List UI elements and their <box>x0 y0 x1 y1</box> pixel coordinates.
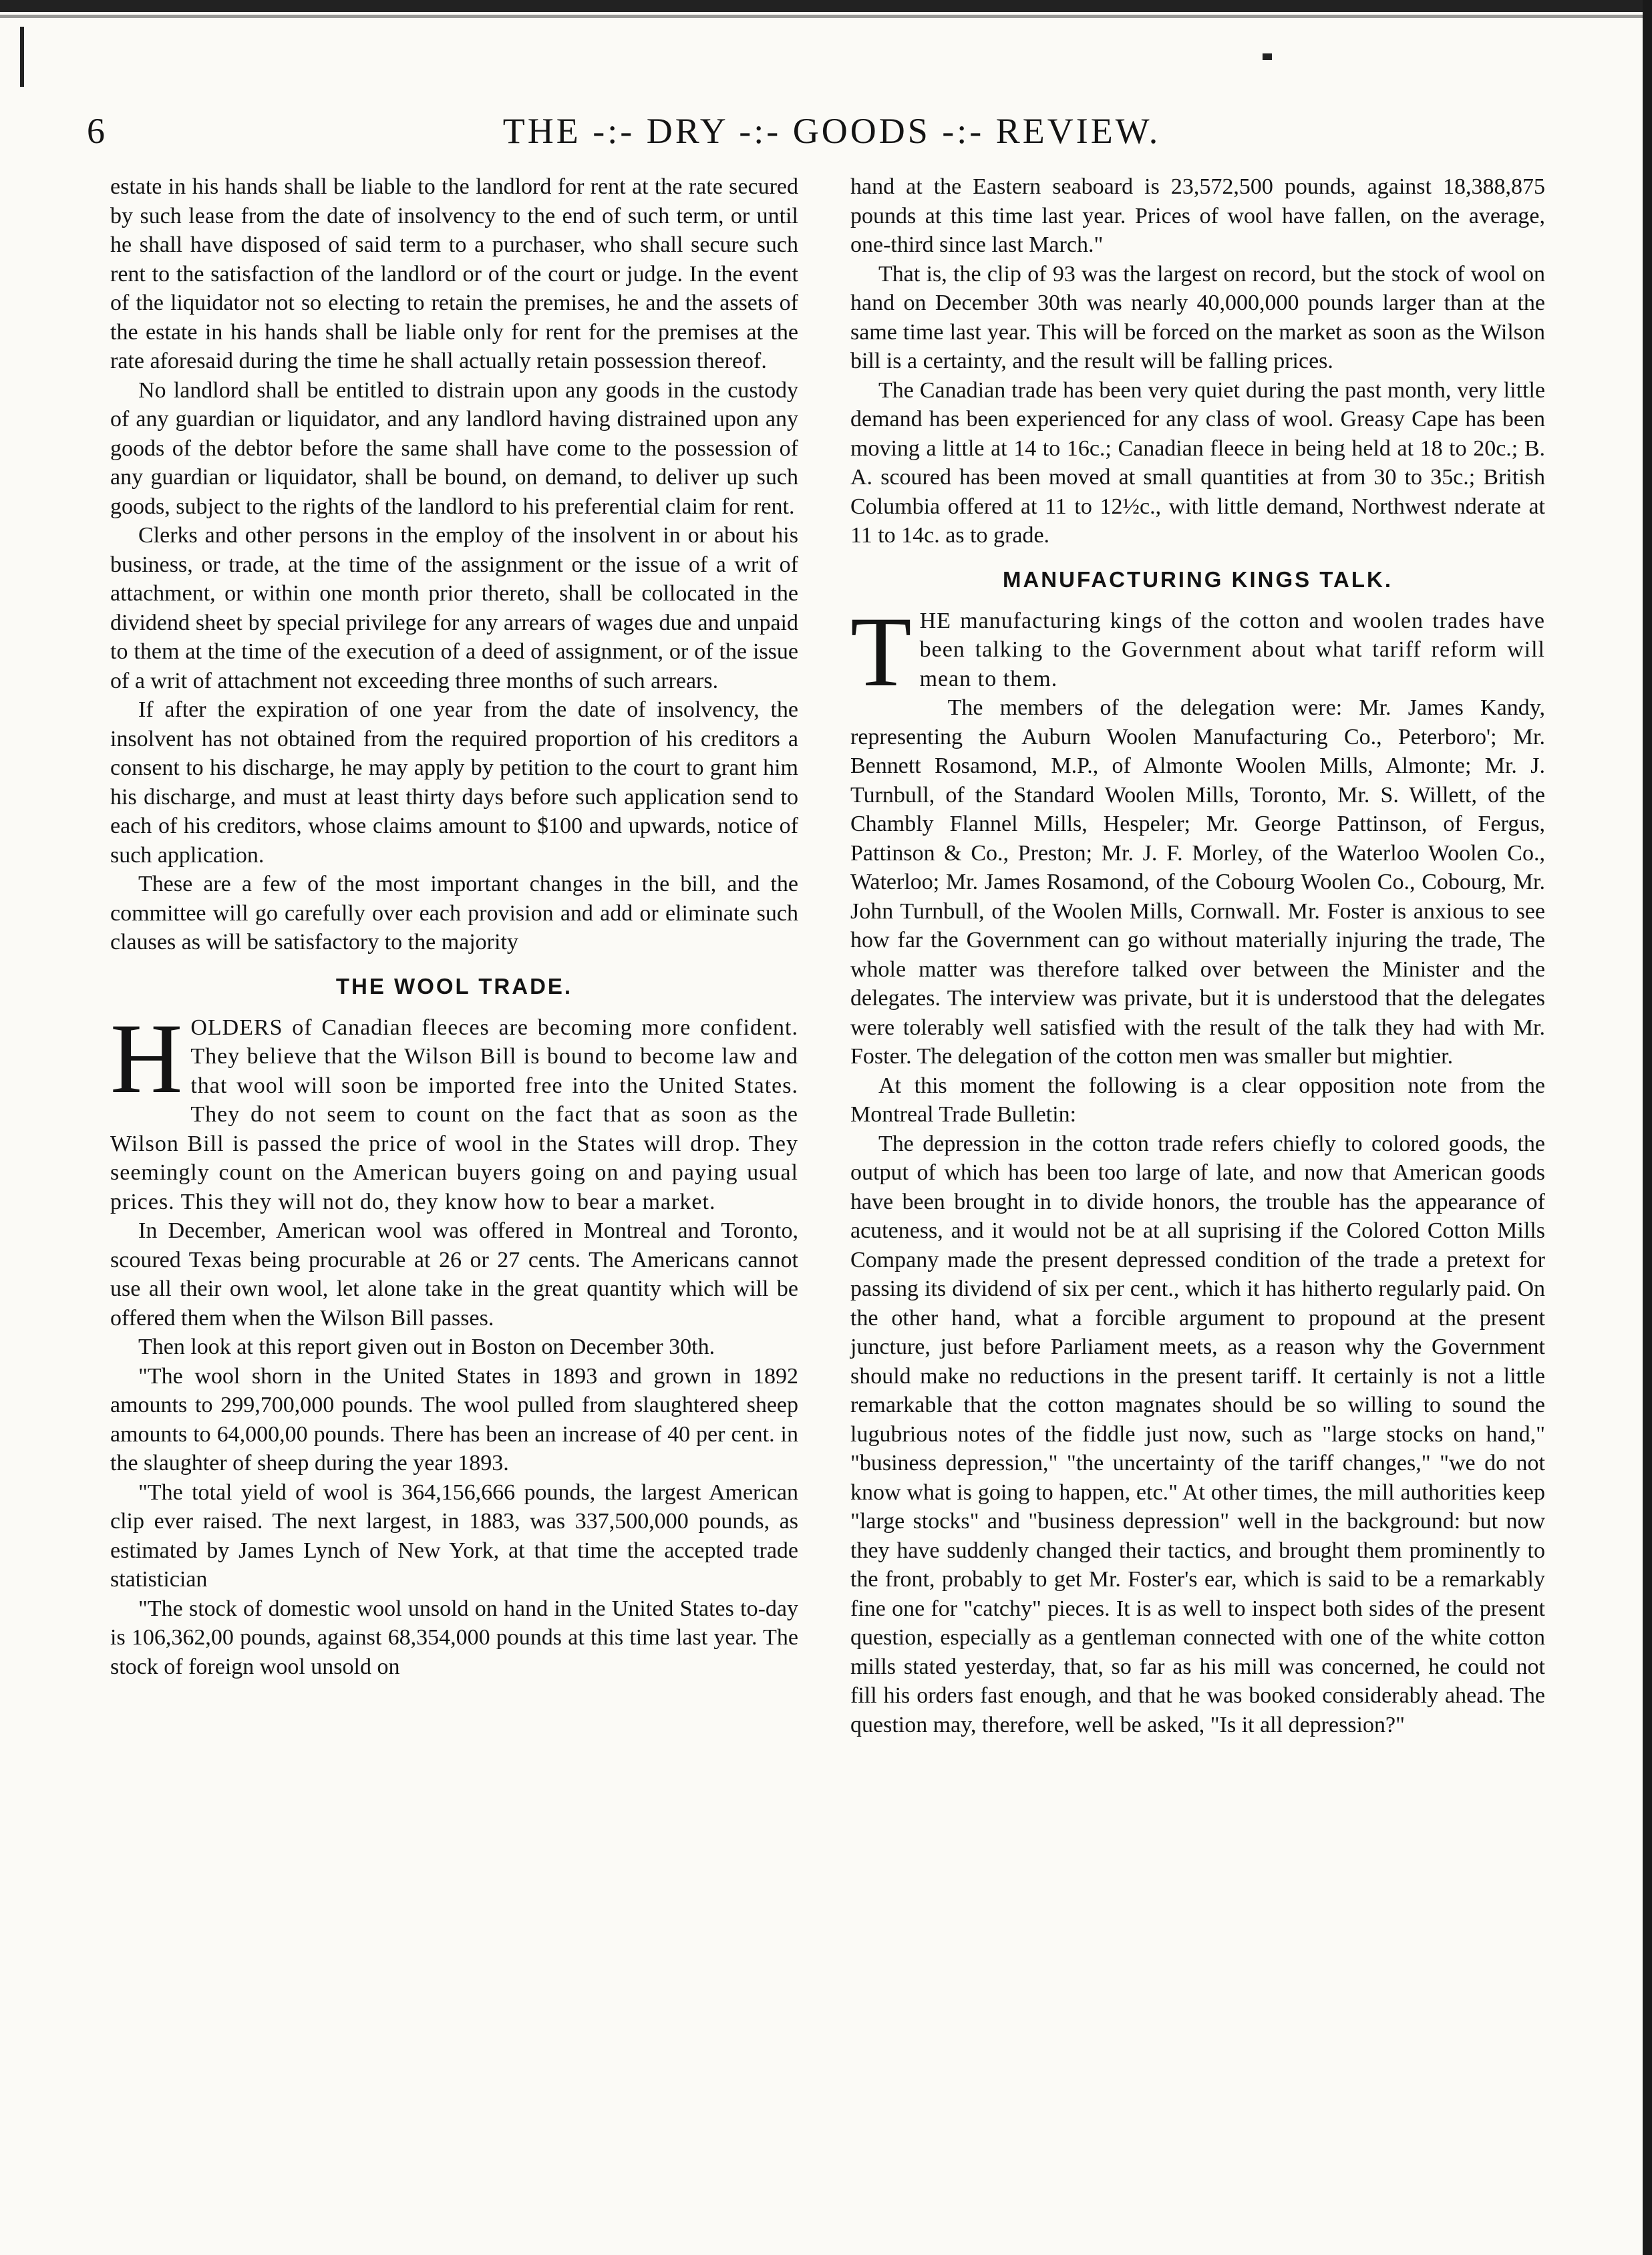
paragraph: In December, American wool was offered in Montreal and Toronto, scoured Texas being procurable at 26 or 27 cents. The Americans cannot use all their own wool, let alone take in the great quantity which will be offered them when the Wilson Bill passes. <box>110 1218 798 1331</box>
scan-left-mark <box>20 27 24 87</box>
drop-cap: T <box>850 596 912 707</box>
scan-dot <box>1263 53 1272 60</box>
scan-right-border <box>1643 0 1652 2255</box>
scan-top-border <box>0 0 1652 12</box>
paragraph: The Canadian trade has been very quiet during the past month, very little demand has been experienced for any class of wool. Greasy Cape has been moving a little at 14 to 16c.; Canadian fleece in being held at 18 to 20c.; B. A. scoured has been moved at small quantities at from 30 to 35c.; British Columbia offered at 11 to 12½c., with little demand, Northwest nderate at 11 to 14c. as to grade. <box>850 377 1545 548</box>
paragraph: At this moment the following is a clear opposition note from the Montreal Trade Bulletin: <box>850 1073 1545 1127</box>
running-head: THE -:- DRY -:- GOODS -:- REVIEW. <box>502 111 1161 151</box>
lead-text: HE manufacturing kings of the cotton and woolen trades have been talking to the Government about what tariff reform will mean to them. <box>919 608 1545 691</box>
right-column <box>850 172 1545 1739</box>
left-column <box>110 172 798 1681</box>
paragraph: estate in his hands shall be liable to the landlord for rent at the rate secured by such lease from the date of insolvency to the end of such term, or until he shall have disposed of said term to a purchaser, who shall secure such rent to the satisfaction of the landlord or of the court or judge. In the event of the liquidator not so electing to retain the premises, he and the assets of the estate in his hands shall be liable only for rent for the premises at the rate aforesaid during the time he shall actually retain possession thereof. <box>110 174 798 373</box>
paragraph: "The stock of domestic wool unsold on hand in the United States to-day is 106,362,00 pounds, against 68,354,000 pounds at this time last year. The stock of foreign wool unsold on <box>110 1596 798 1679</box>
paragraph: The members of the delegation were: Mr. James Kandy, representing the Auburn Woolen Manufacturing Co., Peterboro'; Mr. Bennett Rosamond, M.P., of Almonte Woolen Mills, Almonte; Mr. J. Turnbull, of the Standard Woolen Mills, Toronto, Mr. S. Willett, of the Chambly Flannel Mills, Hespeler; Mr. George Pattinson, of Fergus, Pattinson & Co., Preston; Mr. J. F. Morley, of the Waterloo Woolen Co., Waterloo; Mr. James Rosamond, of the Cobourg Woolen Co., Cobourg, Mr. John Turnbull, of the Woolen Mills, Cornwall. Mr. Foster is anxious to see how far the Government can go without materially injuring the trade, The whole matter was therefore talked over between the Minister and the delegates. The interview was private, but it is understood that the delegates were tolerably well satisfied with the result of the talk they had with Mr. Foster. The delegation of the cotton men was smaller but mightier. <box>850 695 1545 1069</box>
paragraph: "The wool shorn in the United States in 1893 and grown in 1892 amounts to 299,700,000 pounds. The wool pulled from slaughtered sheep amounts to 64,000,00 pounds. There has been an increase of 40 per cent. in the slaughter of sheep during the year 1893. <box>110 1363 798 1476</box>
page-header <box>80 107 1583 155</box>
paragraph: No landlord shall be entitled to distrain upon any goods in the custody of any guardian or liquidator, and any landlord having distrained upon any goods of the debtor before the same shall have come to the possession of any guardian or liquidator, shall be bound, on demand, to deliver up such goods, subject to the rights of the landlord to his preferential claim for rent. <box>110 377 798 519</box>
drop-cap: H <box>110 1003 183 1114</box>
paragraph: That is, the clip of 93 was the largest on record, but the stock of wool on hand on December 30th was nearly 40,000,000 pounds larger than at the same time last year. This will be forced on the market as soon as the Wilson bill is a certainty, and the result will be falling prices. <box>850 261 1545 373</box>
section-heading-wool-trade: THE WOOL TRADE. <box>335 973 573 999</box>
paragraph: These are a few of the most important changes in the bill, and the committee will go carefully over each provision and add or eliminate such clauses as will be satisfactory to the majority <box>110 872 798 955</box>
lead-text: OLDERS of Canadian fleeces are becoming more confident. They believe that the Wilson Bill is bound to become law and that wool will soon be imported free into the United States. They do not seem to count on the fact that as soon as the Wilson Bill is passed the price of wool in the States will drop. They seemingly count on the American buyers going on and paying usual prices. This they will not do, they know how to bear a market. <box>110 1015 798 1214</box>
section-heading-manufacturing-kings: MANUFACTURING KINGS TALK. <box>1002 566 1393 592</box>
paragraph: Clerks and other persons in the employ of the insolvent in or about his business, or trade, at the time of the assignment or the issue of a writ of attachment, or within one month prior thereto, shall be collocated in the dividend sheet by special privilege for any arrears of wages due and unpaid to them at the time of the execution of a deed of assignment, or of the issue of a writ of attachment not exceeding three months of such arrears. <box>110 523 798 693</box>
paragraph: The depression in the cotton trade refers chiefly to colored goods, the output of which has been too large of late, and now that American goods have been brought in to divide honors, the trouble has the appearance of acuteness, and it would not be at all suprising if the Colored Cotton Mills Company made the present depressed condition of the trade a pretext for passing its dividend of six per cent., which it has hitherto regularly paid. On the other hand, what a forcible argument to propound at the present juncture, just before Parliament meets, as a reason why the Government should make no reductions in the present tariff. It certainly is not a little remarkable that the cotton magnates should be so willing to sound the lugubrious notes of the fiddle just now, such as "large stocks on hand," "business depression," "the uncertainty of the tariff changes," "we do not know what is going to happen, etc." At other times, the mill authorities keep "large stocks" and "business depression" well in the background: but now they have suddenly changed their tactics, and brought them prominently to the front, probably to get Mr. Foster's ear, which is said to be a remarkably fine one for "catchy" pieces. It is as well to inspect both sides of the present question, especially as a gentleman connected with one of the white cotton mills stated yesterday, that, so far as his mill was concerned, he could not fill his orders fast enough, and that he was booked considerably ahead. The question may, therefore, well be asked, "Is it all depression?" <box>850 1131 1545 1737</box>
paragraph-lead <box>110 1003 798 1217</box>
scan-top-shadow <box>0 15 1652 18</box>
paragraph: Then look at this report given out in Boston on December 30th. <box>138 1335 715 1359</box>
page-number: 6 <box>87 111 105 151</box>
paragraph: If after the expiration of one year from the date of insolvency, the insolvent has not obtained from the required proportion of his creditors a consent to his discharge, he may apply by petition to the court to grant him his discharge, and must at least thirty days before such application send to each of his creditors, whose claims amount to $100 and upwards, notice of such application. <box>110 697 798 868</box>
paragraph: "The total yield of wool is 364,156,666 pounds, the largest American clip ever raised. The next largest, in 1883, was 337,500,000 pounds, as estimated by James Lynch of New York, at that time the accepted trade statistician <box>110 1480 798 1592</box>
paragraph: hand at the Eastern seaboard is 23,572,500 pounds, against 18,388,875 pounds at this time last year. Prices of wool have fallen, on the average, one-third since last March." <box>850 174 1545 257</box>
paragraph-lead <box>850 596 1545 707</box>
